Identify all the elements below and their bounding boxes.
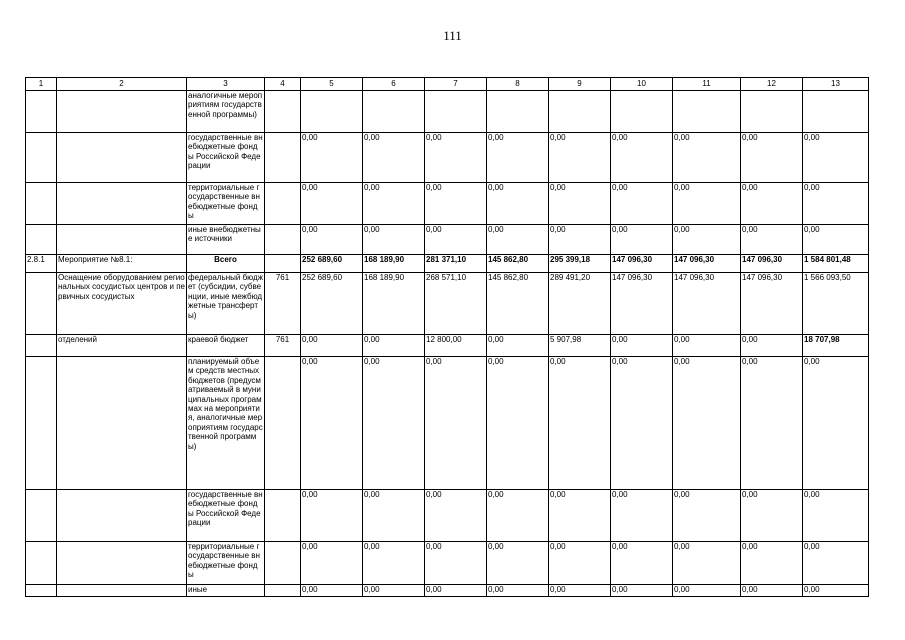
amount-cell: 0,00 xyxy=(301,133,363,183)
amount-cell: 0,00 xyxy=(611,357,673,490)
amount-cell xyxy=(487,91,549,133)
amount-cell: 0,00 xyxy=(741,542,803,585)
code-cell xyxy=(265,225,301,255)
event-name-cell xyxy=(57,542,187,585)
amount-cell: 0,00 xyxy=(611,225,673,255)
amount-cell: 0,00 xyxy=(549,133,611,183)
amount-cell: 0,00 xyxy=(363,225,425,255)
code-cell: 761 xyxy=(265,273,301,335)
amount-cell: 0,00 xyxy=(803,585,869,597)
amount-cell: 0,00 xyxy=(741,585,803,597)
header-cell: 2 xyxy=(57,78,187,91)
table-row xyxy=(26,585,869,597)
amount-cell: 0,00 xyxy=(673,133,741,183)
header-cell: 7 xyxy=(425,78,487,91)
amount-cell: 0,00 xyxy=(363,585,425,597)
amount-cell: 0,00 xyxy=(673,542,741,585)
event-name-cell xyxy=(57,133,187,183)
header-cell: 12 xyxy=(741,78,803,91)
event-name-cell: отделений xyxy=(57,335,187,357)
funding-source-cell: планируемый объем средств местных бюджетов (предусматриваемый в муниципальных программах на мероприятия, аналогичные мероприятиям государственной программы) xyxy=(187,357,265,490)
event-name-cell xyxy=(57,357,187,490)
funding-source-cell: федеральный бюджет (субсидии, субвенции, иные межбюджетные трансферты) xyxy=(187,273,265,335)
amount-cell: 0,00 xyxy=(425,585,487,597)
amount-cell: 0,00 xyxy=(673,183,741,225)
amount-cell: 0,00 xyxy=(487,225,549,255)
amount-cell: 0,00 xyxy=(301,357,363,490)
amount-cell: 0,00 xyxy=(673,335,741,357)
header-cell: 6 xyxy=(363,78,425,91)
amount-cell xyxy=(301,91,363,133)
event-name-cell xyxy=(57,183,187,225)
amount-cell: 0,00 xyxy=(301,183,363,225)
header-cell: 11 xyxy=(673,78,741,91)
amount-cell: 0,00 xyxy=(803,225,869,255)
amount-cell: 0,00 xyxy=(611,133,673,183)
amount-cell: 0,00 xyxy=(673,490,741,542)
header-cell: 5 xyxy=(301,78,363,91)
amount-cell: 0,00 xyxy=(425,225,487,255)
amount-cell: 147 096,30 xyxy=(611,273,673,335)
amount-cell: 0,00 xyxy=(611,490,673,542)
amount-cell: 0,00 xyxy=(549,357,611,490)
funding-source-cell: территориальные государственные внебюджетные фонды xyxy=(187,183,265,225)
row-number-cell xyxy=(26,273,57,335)
header-cell: 3 xyxy=(187,78,265,91)
header-cell: 8 xyxy=(487,78,549,91)
amount-cell: 5 907,98 xyxy=(549,335,611,357)
header-cell: 13 xyxy=(803,78,869,91)
amount-cell: 0,00 xyxy=(611,542,673,585)
header-cell: 9 xyxy=(549,78,611,91)
amount-cell xyxy=(741,91,803,133)
table-row xyxy=(26,133,869,183)
amount-cell: 145 862,80 xyxy=(487,255,549,273)
header-row xyxy=(26,78,869,91)
amount-cell: 145 862,80 xyxy=(487,273,549,335)
row-number-cell xyxy=(26,225,57,255)
amount-cell: 0,00 xyxy=(363,542,425,585)
amount-cell: 281 371,10 xyxy=(425,255,487,273)
amount-cell: 0,00 xyxy=(803,133,869,183)
amount-cell: 0,00 xyxy=(363,490,425,542)
amount-cell: 147 096,30 xyxy=(611,255,673,273)
table-row xyxy=(26,255,869,273)
row-number-cell xyxy=(26,490,57,542)
amount-cell: 147 096,30 xyxy=(673,255,741,273)
amount-cell: 252 689,60 xyxy=(301,273,363,335)
table-row xyxy=(26,542,869,585)
amount-cell: 0,00 xyxy=(741,490,803,542)
amount-cell: 295 399,18 xyxy=(549,255,611,273)
amount-cell: 0,00 xyxy=(741,225,803,255)
funding-source-cell: краевой бюджет xyxy=(187,335,265,357)
funding-source-cell: государственные внебюджетные фонды Российской Федерации xyxy=(187,490,265,542)
row-number-cell xyxy=(26,183,57,225)
amount-cell: 0,00 xyxy=(425,542,487,585)
amount-cell: 268 571,10 xyxy=(425,273,487,335)
code-cell xyxy=(265,585,301,597)
amount-cell: 0,00 xyxy=(803,357,869,490)
row-number-cell xyxy=(26,335,57,357)
amount-cell: 0,00 xyxy=(549,490,611,542)
amount-cell: 0,00 xyxy=(741,183,803,225)
amount-cell: 0,00 xyxy=(549,183,611,225)
table-row xyxy=(26,225,869,255)
budget-table xyxy=(25,77,869,597)
amount-cell: 0,00 xyxy=(611,183,673,225)
amount-cell: 147 096,30 xyxy=(673,273,741,335)
amount-cell: 168 189,90 xyxy=(363,273,425,335)
code-cell xyxy=(265,357,301,490)
amount-cell xyxy=(363,91,425,133)
amount-cell: 147 096,30 xyxy=(741,273,803,335)
amount-cell: 0,00 xyxy=(363,357,425,490)
row-number-cell xyxy=(26,133,57,183)
amount-cell xyxy=(673,91,741,133)
amount-cell: 0,00 xyxy=(363,335,425,357)
amount-cell: 0,00 xyxy=(611,585,673,597)
amount-cell: 0,00 xyxy=(741,357,803,490)
amount-cell: 0,00 xyxy=(425,133,487,183)
amount-cell: 0,00 xyxy=(741,133,803,183)
amount-cell: 168 189,90 xyxy=(363,255,425,273)
row-number-cell xyxy=(26,357,57,490)
amount-cell: 0,00 xyxy=(425,357,487,490)
row-number-cell xyxy=(26,585,57,597)
header-cell: 10 xyxy=(611,78,673,91)
amount-cell: 0,00 xyxy=(549,585,611,597)
event-name-cell xyxy=(57,91,187,133)
event-name-cell: Оснащение оборудованием региональных сосудистых центров и первичных сосудистых xyxy=(57,273,187,335)
amount-cell: 0,00 xyxy=(487,335,549,357)
table-row xyxy=(26,357,869,490)
table-row xyxy=(26,183,869,225)
amount-cell: 0,00 xyxy=(425,490,487,542)
code-cell: 761 xyxy=(265,335,301,357)
page-number: 111 xyxy=(443,28,462,43)
amount-cell: 0,00 xyxy=(487,183,549,225)
amount-cell: 0,00 xyxy=(549,542,611,585)
amount-cell: 0,00 xyxy=(425,183,487,225)
amount-cell: 0,00 xyxy=(301,585,363,597)
amount-cell: 0,00 xyxy=(487,357,549,490)
amount-cell xyxy=(425,91,487,133)
amount-cell: 252 689,60 xyxy=(301,255,363,273)
amount-cell: 0,00 xyxy=(301,225,363,255)
table-row xyxy=(26,490,869,542)
code-cell xyxy=(265,490,301,542)
table-row xyxy=(26,335,869,357)
amount-cell: 289 491,20 xyxy=(549,273,611,335)
amount-cell: 0,00 xyxy=(549,225,611,255)
amount-cell: 0,00 xyxy=(363,183,425,225)
row-number-cell xyxy=(26,542,57,585)
amount-cell: 0,00 xyxy=(363,133,425,183)
header-cell: 4 xyxy=(265,78,301,91)
amount-cell: 0,00 xyxy=(673,357,741,490)
amount-cell: 0,00 xyxy=(301,335,363,357)
amount-cell: 0,00 xyxy=(673,585,741,597)
funding-source-cell: аналогичные мероприятиям государственной программы) xyxy=(187,91,265,133)
amount-cell: 0,00 xyxy=(803,542,869,585)
header-cell: 1 xyxy=(26,78,57,91)
amount-cell xyxy=(549,91,611,133)
amount-cell: 0,00 xyxy=(301,490,363,542)
amount-cell: 0,00 xyxy=(803,183,869,225)
amount-cell: 0,00 xyxy=(611,335,673,357)
funding-source-cell: иные xyxy=(187,585,265,597)
amount-cell: 12 800,00 xyxy=(425,335,487,357)
funding-source-cell: иные внебюджетные источники xyxy=(187,225,265,255)
amount-cell: 0,00 xyxy=(487,585,549,597)
funding-source-cell: Всего xyxy=(187,255,265,273)
row-number-cell xyxy=(26,91,57,133)
code-cell xyxy=(265,133,301,183)
event-name-cell xyxy=(57,225,187,255)
amount-cell: 0,00 xyxy=(301,542,363,585)
table-row xyxy=(26,273,869,335)
amount-cell: 0,00 xyxy=(487,542,549,585)
row-number-cell: 2.8.1 xyxy=(26,255,57,273)
event-name-cell xyxy=(57,585,187,597)
code-cell xyxy=(265,255,301,273)
event-name-cell xyxy=(57,490,187,542)
funding-source-cell: территориальные государственные внебюджетные фонды xyxy=(187,542,265,585)
amount-cell: 18 707,98 xyxy=(803,335,869,357)
amount-cell: 0,00 xyxy=(487,133,549,183)
amount-cell: 147 096,30 xyxy=(741,255,803,273)
table-row xyxy=(26,91,869,133)
event-name-cell: Мероприятие №8.1: xyxy=(57,255,187,273)
code-cell xyxy=(265,183,301,225)
amount-cell: 1 584 801,48 xyxy=(803,255,869,273)
amount-cell xyxy=(803,91,869,133)
amount-cell: 0,00 xyxy=(803,490,869,542)
amount-cell: 0,00 xyxy=(741,335,803,357)
amount-cell xyxy=(611,91,673,133)
funding-source-cell: государственные внебюджетные фонды Российской Федерации xyxy=(187,133,265,183)
code-cell xyxy=(265,91,301,133)
amount-cell: 1 566 093,50 xyxy=(803,273,869,335)
code-cell xyxy=(265,542,301,585)
amount-cell: 0,00 xyxy=(487,490,549,542)
amount-cell: 0,00 xyxy=(673,225,741,255)
